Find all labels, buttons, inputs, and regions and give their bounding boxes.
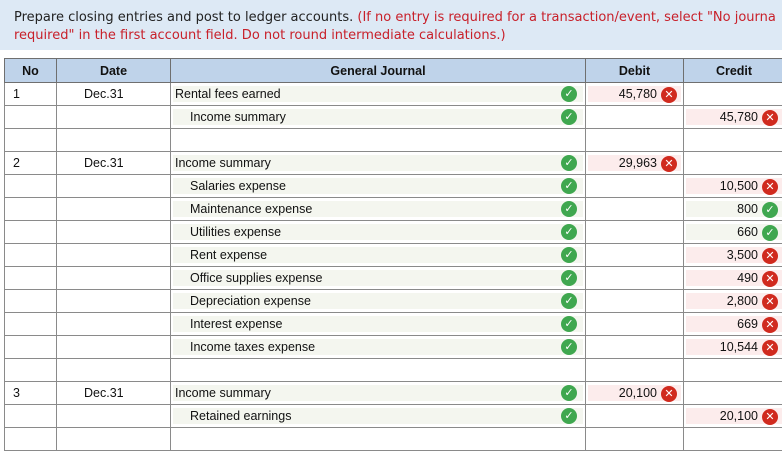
- x-circle-icon: ✕: [762, 110, 778, 126]
- credit-value: 490: [737, 271, 758, 285]
- journal-row-empty: [5, 428, 782, 451]
- entry-number: 3: [5, 382, 57, 405]
- check-circle-icon: ✓: [561, 178, 577, 194]
- credit-input[interactable]: [684, 336, 782, 359]
- credit-input[interactable]: [684, 221, 782, 244]
- account-label: Interest expense: [190, 317, 283, 331]
- account-select[interactable]: [171, 405, 586, 428]
- general-journal-table: [4, 58, 782, 451]
- check-circle-icon: ✓: [561, 316, 577, 332]
- check-circle-icon: ✓: [561, 408, 577, 424]
- journal-row-empty: [5, 129, 782, 152]
- debit-input[interactable]: [586, 290, 684, 313]
- account-select[interactable]: [171, 152, 586, 175]
- credit-input[interactable]: [684, 106, 782, 129]
- entry-number: 2: [5, 152, 57, 175]
- credit-input[interactable]: [684, 244, 782, 267]
- header-debit: Debit: [586, 59, 684, 83]
- check-circle-icon: ✓: [561, 109, 577, 125]
- credit-input[interactable]: [684, 152, 782, 175]
- check-circle-icon: ✓: [561, 270, 577, 286]
- journal-row: [5, 221, 782, 244]
- journal-row: [5, 382, 782, 405]
- credit-value: 20,100: [719, 409, 758, 423]
- account-label: Utilities expense: [190, 225, 282, 239]
- journal-row: [5, 83, 782, 106]
- journal-row: [5, 267, 782, 290]
- credit-input[interactable]: [684, 198, 782, 221]
- header-no: No: [5, 59, 57, 83]
- x-circle-icon: ✕: [762, 179, 778, 195]
- journal-row: [5, 106, 782, 129]
- credit-input[interactable]: [684, 405, 782, 428]
- credit-input[interactable]: [684, 267, 782, 290]
- account-label: Rent expense: [190, 248, 268, 262]
- account-label: Rental fees earned: [175, 87, 281, 101]
- credit-value: 800: [737, 202, 758, 216]
- x-circle-icon: ✕: [661, 156, 677, 172]
- entry-date: [57, 106, 171, 129]
- instructions-line-1: [14, 9, 782, 27]
- x-circle-icon: ✕: [762, 409, 778, 425]
- account-label: Depreciation expense: [190, 294, 311, 308]
- x-circle-icon: ✕: [762, 294, 778, 310]
- credit-value: 3,500: [726, 248, 758, 262]
- account-select[interactable]: [171, 313, 586, 336]
- x-circle-icon: ✕: [661, 386, 677, 402]
- credit-input[interactable]: [684, 290, 782, 313]
- account-label: Income summary: [175, 386, 271, 400]
- account-label: Salaries expense: [190, 179, 286, 193]
- debit-value: 45,780: [618, 87, 657, 101]
- instructions-main: Prepare closing entries and post to ledger accounts.: [14, 10, 354, 25]
- check-circle-icon: ✓: [762, 225, 778, 241]
- debit-value: 20,100: [618, 386, 657, 400]
- account-select[interactable]: [171, 336, 586, 359]
- x-circle-icon: ✕: [762, 340, 778, 356]
- credit-input[interactable]: [684, 313, 782, 336]
- account-label: Retained earnings: [190, 409, 292, 423]
- account-label: Office supplies expense: [190, 271, 323, 285]
- journal-row-empty: [5, 359, 782, 382]
- credit-value: 2,800: [726, 294, 758, 308]
- debit-input[interactable]: [586, 313, 684, 336]
- check-circle-icon: ✓: [561, 86, 577, 102]
- account-select[interactable]: [171, 290, 586, 313]
- instructions-note-line-1: (If no entry is required for a transaction/event, select "No journa: [357, 10, 776, 25]
- header-date: Date: [57, 59, 171, 83]
- credit-input[interactable]: [684, 382, 782, 405]
- credit-value: 10,544: [719, 340, 758, 354]
- credit-input[interactable]: [684, 83, 782, 106]
- instructions: [0, 0, 782, 50]
- entry-date: Dec.31: [57, 382, 171, 405]
- x-circle-icon: ✕: [661, 87, 677, 103]
- debit-value: 29,963: [618, 156, 657, 170]
- debit-input[interactable]: [586, 336, 684, 359]
- journal-row: [5, 198, 782, 221]
- journal-row: [5, 244, 782, 267]
- account-select[interactable]: [171, 83, 586, 106]
- account-label: Maintenance expense: [190, 202, 313, 216]
- account-select[interactable]: [171, 198, 586, 221]
- debit-input[interactable]: [586, 106, 684, 129]
- account-select[interactable]: [171, 221, 586, 244]
- debit-input[interactable]: [586, 405, 684, 428]
- entry-date: Dec.31: [57, 152, 171, 175]
- header-credit: Credit: [684, 59, 782, 83]
- instructions-note-line-2: required" in the first account field. Do not round intermediate calculations.): [14, 28, 506, 43]
- x-circle-icon: ✕: [762, 248, 778, 264]
- account-label: Income summary: [190, 110, 286, 124]
- check-circle-icon: ✓: [561, 201, 577, 217]
- debit-input[interactable]: [586, 267, 684, 290]
- journal-row: [5, 290, 782, 313]
- journal-row: [5, 405, 782, 428]
- credit-input[interactable]: [684, 175, 782, 198]
- journal-row: [5, 336, 782, 359]
- debit-input[interactable]: [586, 152, 684, 175]
- journal-row: [5, 313, 782, 336]
- debit-input[interactable]: [586, 244, 684, 267]
- check-circle-icon: ✓: [561, 224, 577, 240]
- account-select[interactable]: [171, 267, 586, 290]
- debit-input[interactable]: [586, 382, 684, 405]
- journal-row: [5, 152, 782, 175]
- check-circle-icon: ✓: [561, 385, 577, 401]
- account-select[interactable]: [171, 175, 586, 198]
- x-circle-icon: ✕: [762, 271, 778, 287]
- check-circle-icon: ✓: [561, 155, 577, 171]
- account-label: Income taxes expense: [190, 340, 316, 354]
- credit-value: 669: [737, 317, 758, 331]
- entry-date: Dec.31: [57, 83, 171, 106]
- entry-number: [5, 106, 57, 129]
- debit-input[interactable]: [586, 83, 684, 106]
- entry-number: 1: [5, 83, 57, 106]
- credit-value: 45,780: [719, 110, 758, 124]
- header-general-journal: General Journal: [171, 59, 586, 83]
- debit-input[interactable]: [586, 198, 684, 221]
- account-select[interactable]: [171, 382, 586, 405]
- credit-value: 10,500: [719, 179, 758, 193]
- journal-row: [5, 175, 782, 198]
- account-select[interactable]: [171, 244, 586, 267]
- credit-value: 660: [737, 225, 758, 239]
- check-circle-icon: ✓: [561, 293, 577, 309]
- x-circle-icon: ✕: [762, 317, 778, 333]
- check-circle-icon: ✓: [762, 202, 778, 218]
- debit-input[interactable]: [586, 221, 684, 244]
- account-label: Income summary: [175, 156, 271, 170]
- check-circle-icon: ✓: [561, 339, 577, 355]
- account-select[interactable]: [171, 106, 586, 129]
- debit-input[interactable]: [586, 175, 684, 198]
- check-circle-icon: ✓: [561, 247, 577, 263]
